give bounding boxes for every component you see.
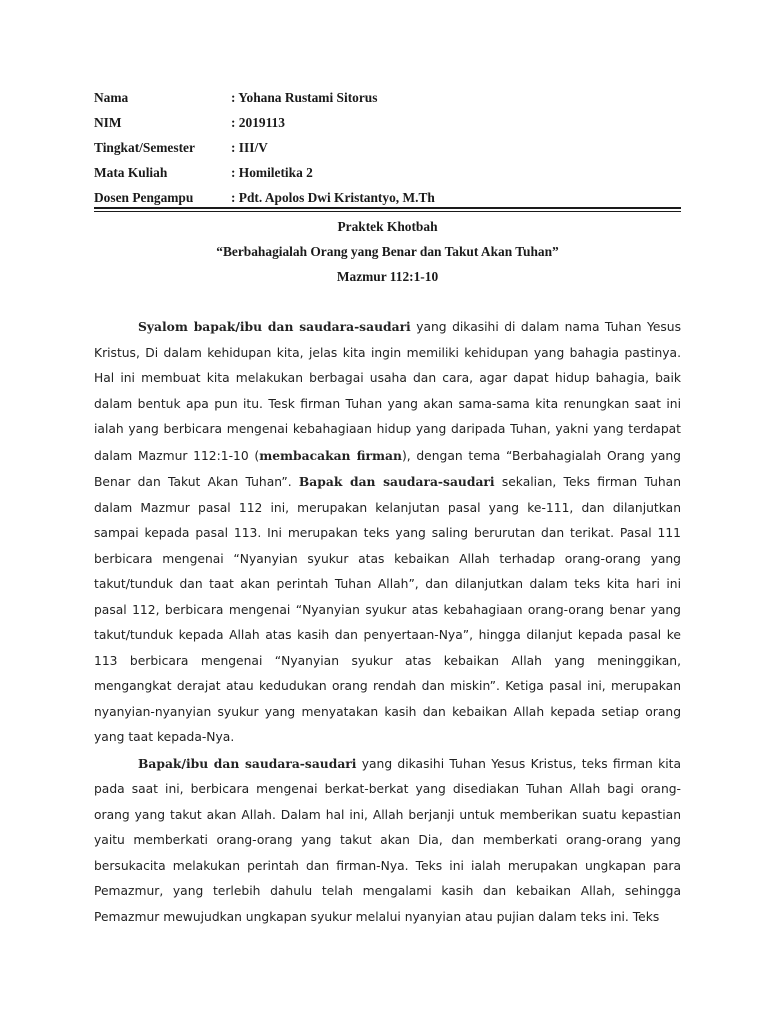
paragraph-text: yang dikasihi Tuhan Yesus Kristus, teks firman kita pada saat ini, berbicara mengenai berkat-berkat yang disediakan Tuhan Allah bagi orang-orang yang takut akan Allah. Dalam hal ini, Allah berjanji untuk memberikan suatu kepastian yaitu memberkati orang-orang yang takut akan Dia, dan memberkati orang-orang yang bersukacita melakukan perintah dan firman-Nya. Teks ini ialah merupakan ungkapan para Pemazmur, yang terlebih dahulu telah mengalami kasih dan kebaikan Allah, sehingga Pemazmur mewujudkan ungkapan syukur melalui nyanyian atau pujian dalam teks ini. Teks <box>94 756 681 924</box>
address-text: Bapak/ibu dan saudara-saudari <box>138 755 357 771</box>
paragraph-text: yang dikasihi di dalam nama Tuhan Yesus Kristus, Di dalam kehidupan kita, jelas kita ingin memiliki kehidupan yang bahagia pastinya. Hal ini membuat kita melakukan berbagai usaha dan cara, agar dapat hidup bahagia, baik dalam bentuk apa pun itu. Tesk firman Tuhan yang akan sama-sama kita renungkan saat ini ialah yang berbicara mengenai kebahagiaan hidup yang daripada Tuhan, yakni yang terdapat dalam Mazmur 112:1-10 ( <box>94 320 682 463</box>
info-label: Tingkat/Semester <box>94 140 195 155</box>
info-row-nim <box>94 110 680 135</box>
info-value: : Homiletika 2 <box>231 165 313 180</box>
scripture-reference: Mazmur 112:1-10 <box>336 269 439 284</box>
info-row-course <box>94 160 680 185</box>
sermon-theme: “Berbahagialah Orang yang Benar dan Takut Akan Tuhan” <box>216 244 559 259</box>
address-text: Bapak dan saudara-saudari <box>298 474 495 489</box>
info-label: NIM <box>94 115 122 130</box>
paragraph-text: ), dengan tema “Berbahagialah Orang yang Benar dan Takut Akan Tuhan”. <box>94 448 681 489</box>
info-row-name <box>94 85 680 110</box>
info-label: Dosen Pengampu <box>94 190 194 205</box>
info-row-semester <box>94 135 680 160</box>
student-info-table <box>94 85 680 210</box>
paragraph-2 <box>94 751 681 931</box>
info-label: Nama <box>94 90 129 105</box>
header-divider-thick <box>94 207 681 209</box>
document-type-title: Praktek Khotbah <box>337 219 438 234</box>
sermon-title-block <box>94 214 681 289</box>
sermon-body <box>94 314 681 930</box>
paragraph-text: sekalian, Teks firman Tuhan dalam Mazmur pasal 112 ini, merupakan kelanjutan pasal yang ke-111, dan dilanjutkan sampai kepada pasal 113. Ini merupakan teks yang saling berurutan dan terikat. Pasal 111 berbicara mengenai “Nyanyian syukur atas kebaikan Allah terhadap orang-orang yang takut/tunduk dan taat akan perintah Tuhan Allah”, dan dilanjutkan dalam teks kita hari ini pasal 112, berbicara mengenai “Nyanyian syukur atas kebahagiaan orang-orang benar yang takut/tunduk kepada Allah atas kasih dan penyertaan-Nya”, hingga dilanjut kepada pasal ke 113 berbicara mengenai “Nyanyian syukur atas kebaikan Allah yang meninggikan, mengangkat derajat atau kedudukan orang rendah dan miskin”. Ketiga pasal ini, merupakan nyanyian-nyanyian syukur yang menyatakan kasih dan kebaikan Allah kepada setiap orang yang taat kepada-Nya. <box>94 475 682 744</box>
info-value: : 2019113 <box>231 115 285 130</box>
info-value: : Pdt. Apolos Dwi Kristantyo, M.Th <box>231 190 435 205</box>
info-value: : Yohana Rustami Sitorus <box>231 90 378 105</box>
header-divider-thin <box>94 211 681 212</box>
paragraph-1 <box>94 314 681 751</box>
info-value: : III/V <box>231 140 268 155</box>
info-label: Mata Kuliah <box>94 165 168 180</box>
greeting-text: Syalom bapak/ibu dan saudara-saudari <box>138 319 411 334</box>
reading-cue: membacakan firman <box>259 447 402 463</box>
